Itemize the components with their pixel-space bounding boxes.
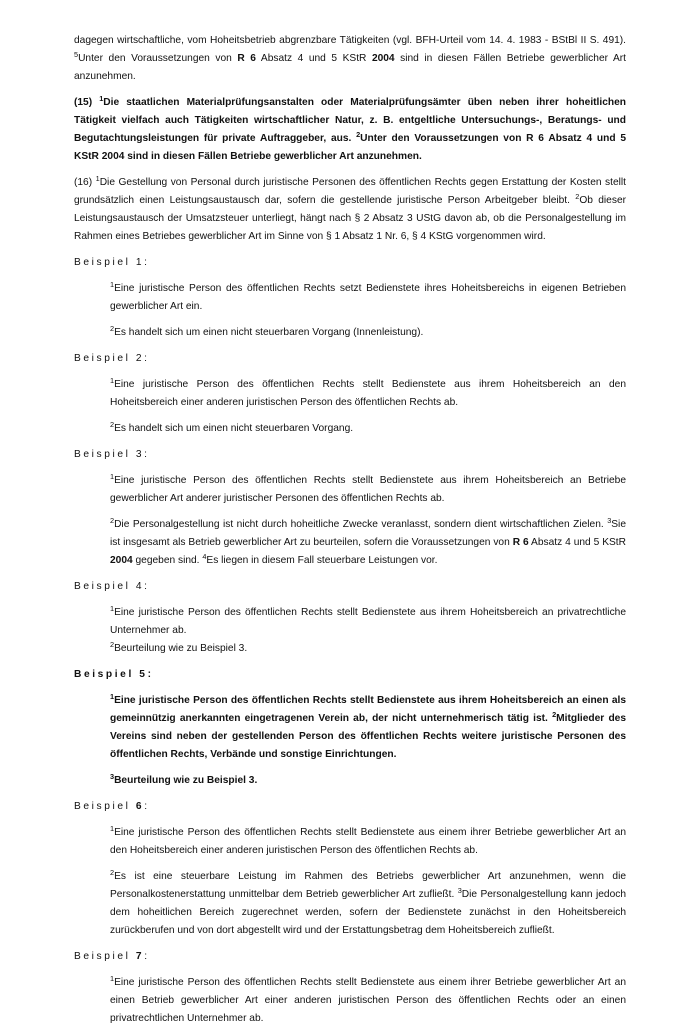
reference-year: 2004 xyxy=(110,555,133,566)
heading-number: 7 xyxy=(135,951,145,962)
sentence-number: 2 xyxy=(552,709,557,719)
example-2-heading: Beispiel 2: xyxy=(74,353,150,364)
example-text: Die Personalgestellung kann jedoch dem hoheitlichen Bereich zugerechnet werden, sofern der Bedienstete zunächst in den Hoheitsbereich zurückberufen und von dort abgestellt wird und der Erstattungsbetrag dem Hoheitsbereich zufließt. xyxy=(110,889,627,936)
sentence-number: 3 xyxy=(110,771,115,781)
example-2-sentence-2 xyxy=(110,420,626,438)
sentence-number: 4 xyxy=(202,551,207,561)
sentence-number: 3 xyxy=(457,885,462,895)
sentence-number: 1 xyxy=(110,823,115,833)
sentence-number: 3 xyxy=(607,515,612,525)
example-6-heading xyxy=(74,798,626,816)
paragraph-number: (15) xyxy=(74,97,100,108)
intro-text: dagegen wirtschaftliche, vom Hoheitsbetrieb abgrenzbare Tätigkeiten (vgl. BFH-Urteil vom 14. 4. 1983 - BStBl II S. 491). xyxy=(74,35,626,46)
document-page xyxy=(74,32,626,1036)
example-4-sentence-2 xyxy=(110,640,626,658)
paragraph-text: Unter den Voraussetzungen von R 6 Absatz 4 und 5 KStR 2004 sind in diesen Fällen Betriebe gewerblicher Art anzunehmen. xyxy=(74,133,626,162)
heading-text: Beispiel xyxy=(74,951,136,962)
intro-text: Absatz 4 und 5 KStR xyxy=(255,53,372,64)
example-text: Mitglieder des Vereins sind neben der gestellenden Person des öffentlichen Rechts weitere juristische Personen des öffentlichen Rechts, Verbände und sonstige Einrichtungen. xyxy=(110,713,627,760)
sentence-number: 2 xyxy=(110,419,115,429)
paragraph-number: (16) xyxy=(74,177,96,188)
example-text: Eine juristische Person des öffentlichen Rechts stellt Bedienstete aus ihrem Hoheitsbereich an den Hoheitsbereich einer anderen juristischen Person des öffentlichen Rechts ab. xyxy=(110,379,626,408)
paragraph-15 xyxy=(74,94,626,166)
reference-r6: R 6 xyxy=(237,53,256,64)
heading-text: Beispiel xyxy=(74,801,136,812)
sentence-number: 1 xyxy=(110,603,115,613)
example-1-heading: Beispiel 1: xyxy=(74,257,150,268)
example-6-sentence-1 xyxy=(110,824,626,860)
intro-paragraph xyxy=(74,32,626,86)
example-5-sentence-3 xyxy=(110,772,626,790)
example-6-sentence-2 xyxy=(110,868,626,940)
example-text: Beurteilung wie zu Beispiel 3. xyxy=(114,775,258,786)
example-4-heading: Beispiel 4: xyxy=(74,581,150,592)
example-7-heading xyxy=(74,948,626,966)
example-text: Eine juristische Person des öffentlichen Rechts stellt Bedienstete aus ihrem Hoheitsbereich an privatrechtliche Unternehmer ab. xyxy=(110,607,626,636)
intro-text: Unter den Voraussetzungen von xyxy=(78,53,238,64)
example-5-heading: Beispiel 5: xyxy=(74,669,154,680)
example-text: Es handelt sich um einen nicht steuerbaren Vorgang (Innenleistung). xyxy=(114,327,424,338)
example-text: gegeben sind. xyxy=(132,555,203,566)
sentence-number: 2 xyxy=(110,515,115,525)
sentence-number: 2 xyxy=(110,639,115,649)
example-text: Sie ist insgesamt als Betrieb gewerblicher Art zu beurteilen, sofern die Voraussetzungen von xyxy=(110,519,626,548)
sentence-number: 1 xyxy=(110,471,115,481)
example-7-sentence-1 xyxy=(110,974,626,1028)
paragraph-text: Die Gestellung von Personal durch juristische Personen des öffentlichen Rechts gegen Erstattung der Kosten stellt grundsätzlich einen Leistungsaustausch dar, sofern die gestellende juristische Person Arbeitgeber bleibt. xyxy=(74,177,626,206)
example-2-sentence-1 xyxy=(110,376,626,412)
example-text: Beurteilung wie zu Beispiel 3. xyxy=(114,643,248,654)
heading-text: : xyxy=(144,801,150,812)
example-text: Eine juristische Person des öffentlichen Rechts stellt Bedienstete aus einem ihrer Betriebe gewerblicher Art an den Hoheitsbereich einer anderen juristischen Person des öffentlichen Rechts ab. xyxy=(110,827,626,856)
reference-r6: R 6 xyxy=(512,537,529,548)
example-5-sentence-1 xyxy=(110,692,626,764)
sentence-number: 2 xyxy=(356,129,361,139)
example-text: Eine juristische Person des öffentlichen Rechts setzt Bedienstete ihres Hoheitsbereichs in eigenen Betrieben gewerblicher Art ein. xyxy=(110,283,626,312)
paragraph-text: Die staatlichen Materialprüfungsanstalten oder Materialprüfungsämter üben neben ihrer hoheitlichen Tätigkeit vielfach auch Tätigkeiten wirtschaftlicher Natur, z. B. entgeltliche Untersuchungs-, Beratungs- und Begutachtungsleistungen für private Auftraggeber, aus. xyxy=(74,97,626,144)
example-text: Die Personalgestellung ist nicht durch hoheitliche Zwecke veranlasst, sondern dient wirtschaftlichen Zielen. xyxy=(114,519,608,530)
sentence-number: 1 xyxy=(95,173,100,183)
example-text: Es ist eine steuerbare Leistung im Rahmen des Betriebs gewerblicher Art anzunehmen, wenn die Personalkostenerstattung unmittelbar dem Betrieb gewerblicher Art zufließt. xyxy=(110,871,626,900)
example-3-sentence-1 xyxy=(110,472,626,508)
sentence-number: 1 xyxy=(99,93,104,103)
heading-number: 6 xyxy=(135,801,145,812)
sentence-number: 2 xyxy=(575,191,580,201)
example-3-sentence-2 xyxy=(110,516,626,570)
sentence-number: 1 xyxy=(110,973,115,983)
example-text: Es handelt sich um einen nicht steuerbaren Vorgang. xyxy=(114,423,354,434)
sentence-number: 1 xyxy=(110,375,115,385)
sentence-number: 1 xyxy=(110,279,115,289)
intro-text: sind in diesen Fällen Betriebe gewerblicher Art anzunehmen. xyxy=(74,53,627,82)
example-4-sentence-1 xyxy=(110,604,626,640)
example-text: Eine juristische Person des öffentlichen Rechts stellt Bedienstete aus ihrem Hoheitsbereich an Betriebe gewerblicher Art anderer juristischer Personen des öffentlichen Rechts ab. xyxy=(110,475,626,504)
example-text: Eine juristische Person des öffentlichen Rechts stellt Bedienstete aus einem ihrer Betriebe gewerblicher Art an einen Betrieb gewerblicher Art einer anderen juristischen Person des öffentlichen Rechts oder an einen privatrechtlichen Unternehmer ab. xyxy=(110,977,626,1024)
paragraph-text: Ob dieser Leistungsaustausch der Umsatzsteuer unterliegt, hängt nach § 2 Absatz 3 UStG davon ab, ob die Personalgestellung im Rahmen eines Betriebes gewerblicher Art im Sinne von § 1 Absatz 1 Nr. 6, § 4 KStG vorgenommen wird. xyxy=(74,195,627,242)
example-text: Absatz 4 und 5 KStR xyxy=(528,537,626,548)
sentence-number: 5 xyxy=(74,49,79,59)
example-text: Es liegen in diesem Fall steuerbare Leistungen vor. xyxy=(206,555,438,566)
example-1-sentence-2 xyxy=(110,324,626,342)
reference-year: 2004 xyxy=(371,53,395,64)
example-1-sentence-1 xyxy=(110,280,626,316)
paragraph-16 xyxy=(74,174,626,246)
sentence-number: 1 xyxy=(110,691,115,701)
sentence-number: 2 xyxy=(110,867,115,877)
example-3-heading: Beispiel 3: xyxy=(74,449,150,460)
heading-text: : xyxy=(144,951,150,962)
example-text: Eine juristische Person des öffentlichen Rechts stellt Bedienstete aus ihrem Hoheitsbereich an einen als gemeinnützig anerkannten eingetragenen Verein ab, der nicht unternehmerisch tätig ist. xyxy=(110,695,626,724)
sentence-number: 2 xyxy=(110,323,115,333)
